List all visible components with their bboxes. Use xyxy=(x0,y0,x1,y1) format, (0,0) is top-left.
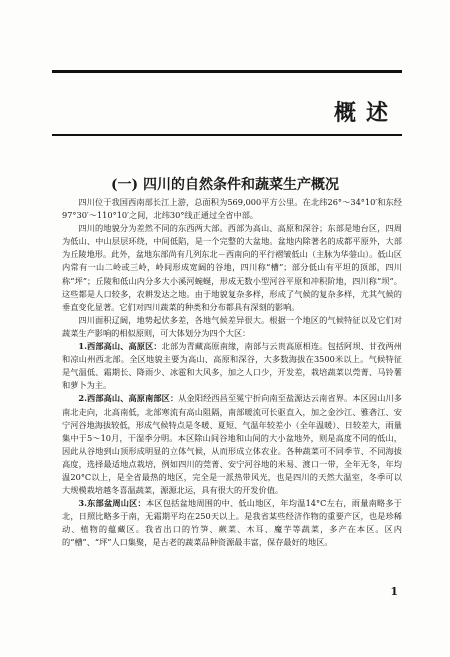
chapter-rule-top xyxy=(52,70,402,73)
paragraph-text: 四川的地貌分为差然不同的东西两大部。西部为高山、高原和深谷；东部是地台区，四周为低山、中山层层环绕，中间低陷，是一个完整的大盆地。盆地内除著名的成都平原外，大部为丘陵地形。此外，盆地东部尚有几列东北－西南向的平行褶皱低山（主脉为华蓥山）。低山区内常有一山二岭或三岭，岭间形成宽阔的谷地，四川称“槽”；部分低山有平坦的顶部，四川称“坪”；丘陵和低山内分多大小溪河蜿蜒，形成无数小型河谷平原和冲积阶地，四川称“坝”。这些都是人口较多，农耕发达之地。由于地貌复杂多样，形成了气候的复杂多样，尤其气候的垂直变化显著。它们对四川蔬菜的种类和分布都具有深刻的影响。 xyxy=(62,223,402,312)
chapter-rule-bottom xyxy=(52,134,402,136)
paragraph-lead: 3.东部盆周山区： xyxy=(78,498,146,509)
paragraph-lead: 2.西部高山、高原南部区： xyxy=(78,393,179,404)
paragraph xyxy=(62,314,402,340)
paragraph xyxy=(62,222,402,314)
body-text xyxy=(62,196,402,550)
chapter-title: 概述 xyxy=(333,101,398,126)
paragraph xyxy=(62,497,402,549)
paragraph-lead: 1.西部高山、高原区： xyxy=(78,341,162,352)
paragraph-text: 本区包括盆地周围的中、低山地区，年均温14°C左右，雨量南略多于北，日照比略多于南，无霜期平均在250天以上。是我省某些经济作物的重要产区，也是珍稀动、植物的蕴藏区。我省出口的竹笋、蕨菜、木耳、魔芋等蔬菜，多产在本区。区内的“槽”、“坪”人口集聚，是古老的蔬菜品种资源最丰富，保存最好的地区。 xyxy=(62,498,402,548)
paragraph-text: 北部为青藏高原南缘，南部与云贵高原相连。包括阿坝、甘孜两州和凉山州西北部。全区地貌主要为高山、高原和深谷，大多数海拔在3500米以上。气候特征是气温低、霜期长、降雨少、冰雹和大风多，加之人口少，开发差，栽培蔬菜以莞菁、马铃薯和萝卜为主。 xyxy=(62,341,402,391)
paragraph xyxy=(62,392,402,497)
paragraph-text: 四川面积辽阔，地势起伏多差，各地气候差异很大。根据一个地区的气候特征以及它们对蔬菜生产影响的相似原则，可大体划分为四个大区： xyxy=(62,314,402,338)
paragraph-text: 四川位于我国西南部长江上游，总面积为569,000平方公里。在北纬26°～34°10′和东经97°30′～110°10′之间，北纬30°线正通过全省中部。 xyxy=(62,197,402,221)
section-title: (一) 四川的自然条件和蔬菜生产概况 xyxy=(110,177,340,193)
paragraph xyxy=(62,340,402,392)
page-number: 1 xyxy=(390,585,398,598)
paragraph-text: 从金阳经西昌至冕宁折向南至盐源达云南省界。本区因山川多南北走向，北高南低，北部寒流有高山阻隔，南部暖流可长驱直入，加之金沙江、雅砻江、安宁河谷地海拔较低，形成气候特点是冬暖、夏短、气温年较差小（全年温暖）、日较差大，雨量集中于5～10月，干湿季分明。本区除山间谷地和山间的大小盆地外，则是高度不同的低山，因此从谷地到山顶形成明显的立体气候，从而形成立体农业。各种蔬菜可不同季节、不同海拔高度，选择最适地点栽培，例如四川的莞菁、安宁河谷地的米易、渡口一带，全年无冬，年均温20°C以上，是全省最热的地区，完全是一派热带风光，也是四川的天然大温室，冬季可以大规模栽培越冬喜温蔬菜，源源北运，具有很大的开发价值。 xyxy=(62,393,402,496)
paragraph xyxy=(62,196,402,222)
